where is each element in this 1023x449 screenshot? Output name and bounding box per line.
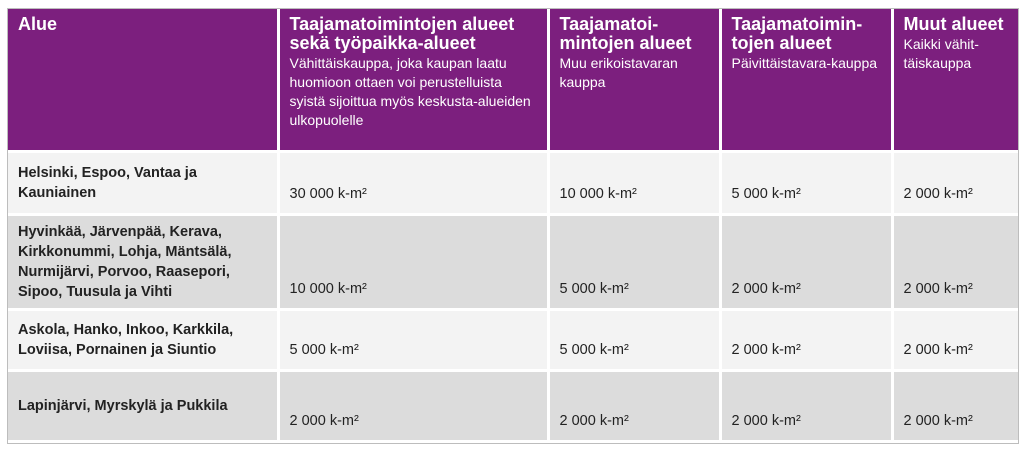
header-subtitle: Päivittäistavara-kauppa: [731, 55, 878, 71]
retail-limits-table-frame: [7, 8, 1019, 444]
value-cell: 30 000 k-m²: [278, 151, 548, 214]
table-row: [8, 370, 1018, 440]
header-title: Taajamatoimintojen alueet sekä työpaikka-alueet: [289, 14, 515, 53]
header-subtitle: Kaikki vähit-täiskauppa: [903, 36, 979, 71]
value-cell: 5 000 k-m²: [278, 309, 548, 370]
value-cell: 2 000 k-m²: [278, 370, 548, 440]
value-cell: 2 000 k-m²: [720, 309, 892, 370]
retail-limits-table: [8, 9, 1018, 440]
header-cell-urban-and-workplace: [278, 9, 548, 151]
header-subtitle: Muu erikoistavaran kauppa: [559, 55, 678, 90]
value-cell: 10 000 k-m²: [278, 214, 548, 309]
value-cell: 2 000 k-m²: [892, 214, 1018, 309]
value-cell: 5 000 k-m²: [548, 309, 720, 370]
header-title: Taajamatoimin-tojen alueet: [731, 14, 863, 53]
value-cell: 2 000 k-m²: [892, 309, 1018, 370]
header-title: Muut alueet: [903, 14, 1004, 34]
region-cell: Askola, Hanko, Inkoo, Karkkila, Loviisa, Pornainen ja Siuntio: [8, 309, 278, 370]
region-cell: Hyvinkää, Järvenpää, Kerava, Kirkkonummi, Lohja, Mäntsälä, Nurmijärvi, Porvoo, Raasepori, Sipoo, Tuusula ja Vihti: [8, 214, 278, 309]
value-cell: 5 000 k-m²: [548, 214, 720, 309]
value-cell: 2 000 k-m²: [720, 214, 892, 309]
header-subtitle: Vähittäiskauppa, joka kaupan laatu huomioon ottaen voi perustelluista syistä sijoittua myös keskusta-alueiden ulkopuolelle: [289, 55, 531, 128]
value-cell: 10 000 k-m²: [548, 151, 720, 214]
header-row: [8, 9, 1018, 151]
header-cell-other-areas: [892, 9, 1018, 151]
region-cell: Lapinjärvi, Myrskylä ja Pukkila: [8, 370, 278, 440]
value-cell: 2 000 k-m²: [892, 370, 1018, 440]
header-title: Taajamatoi-mintojen alueet: [559, 14, 692, 53]
region-cell: Helsinki, Espoo, Vantaa ja Kauniainen: [8, 151, 278, 214]
header-cell-urban-specialty: [548, 9, 720, 151]
table-row: [8, 214, 1018, 309]
header-title: Alue: [18, 14, 58, 34]
header-cell-region: [8, 9, 278, 151]
table-row: [8, 151, 1018, 214]
value-cell: 2 000 k-m²: [892, 151, 1018, 214]
value-cell: 2 000 k-m²: [720, 370, 892, 440]
table-row: [8, 309, 1018, 370]
header-cell-urban-grocery: [720, 9, 892, 151]
value-cell: 5 000 k-m²: [720, 151, 892, 214]
value-cell: 2 000 k-m²: [548, 370, 720, 440]
